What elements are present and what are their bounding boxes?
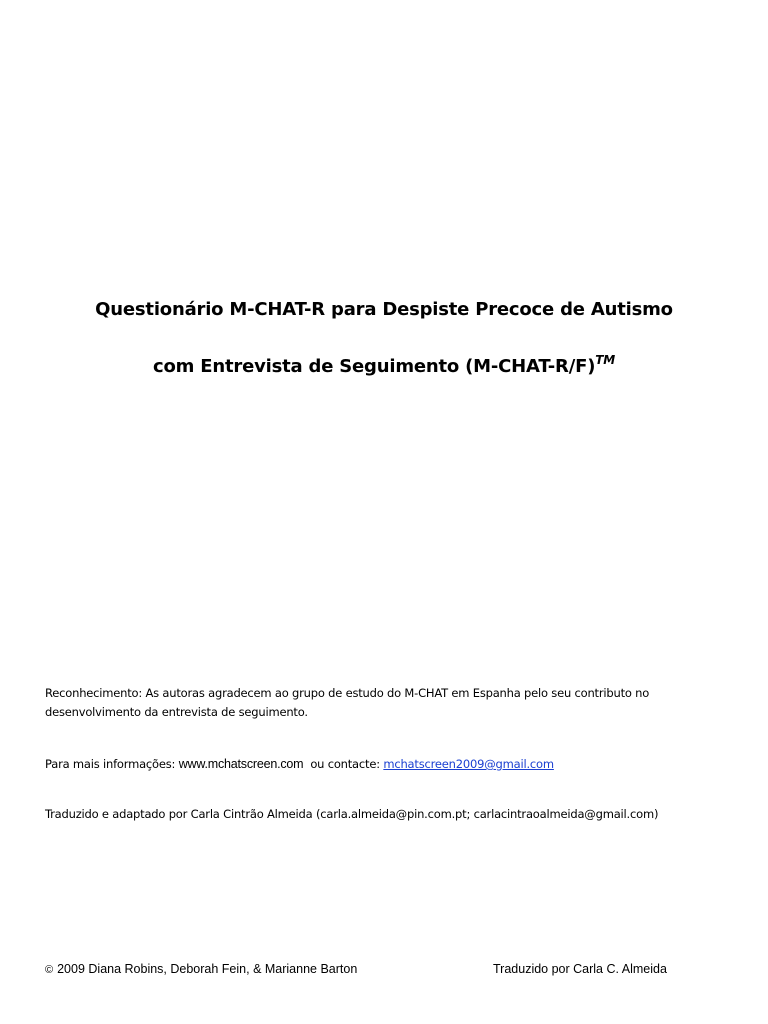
more-info-line [45, 755, 735, 774]
footer-translator: Traduzido por Carla C. Almeida [493, 962, 667, 976]
translated-by-line: Traduzido e adaptado por Carla Cintrão Almeida (carla.almeida@pin.com.pt; carlacintraoalmeida@gmail.com) [45, 807, 659, 821]
title-text-1: Questionário M-CHAT-R para Despiste Precoce de Autismo [95, 299, 673, 320]
title-text-2: com Entrevista de Seguimento (M-CHAT-R/F) [153, 356, 596, 377]
more-info-label: Para mais informações: [45, 757, 179, 771]
trademark-superscript: TM [595, 353, 615, 367]
contact-label: ou contacte: [303, 757, 384, 771]
document-title-line-2 [0, 353, 768, 377]
document-title-line-1 [0, 299, 768, 320]
email-link[interactable]: mchatscreen2009@gmail.com [383, 757, 554, 771]
acknowledgement-line-2: desenvolvimento da entrevista de seguimento. [45, 705, 308, 719]
acknowledgement-line-1: Reconhecimento: As autoras agradecem ao grupo de estudo do M-CHAT em Espanha pelo seu contributo no [45, 686, 650, 700]
copyright-icon: © [45, 964, 54, 976]
footer-copyright-text: 2009 Diana Robins, Deborah Fein, & Marianne Barton [57, 962, 358, 976]
footer-copyright [45, 962, 357, 976]
website-text: www.mchatscreen.com [178, 757, 304, 771]
